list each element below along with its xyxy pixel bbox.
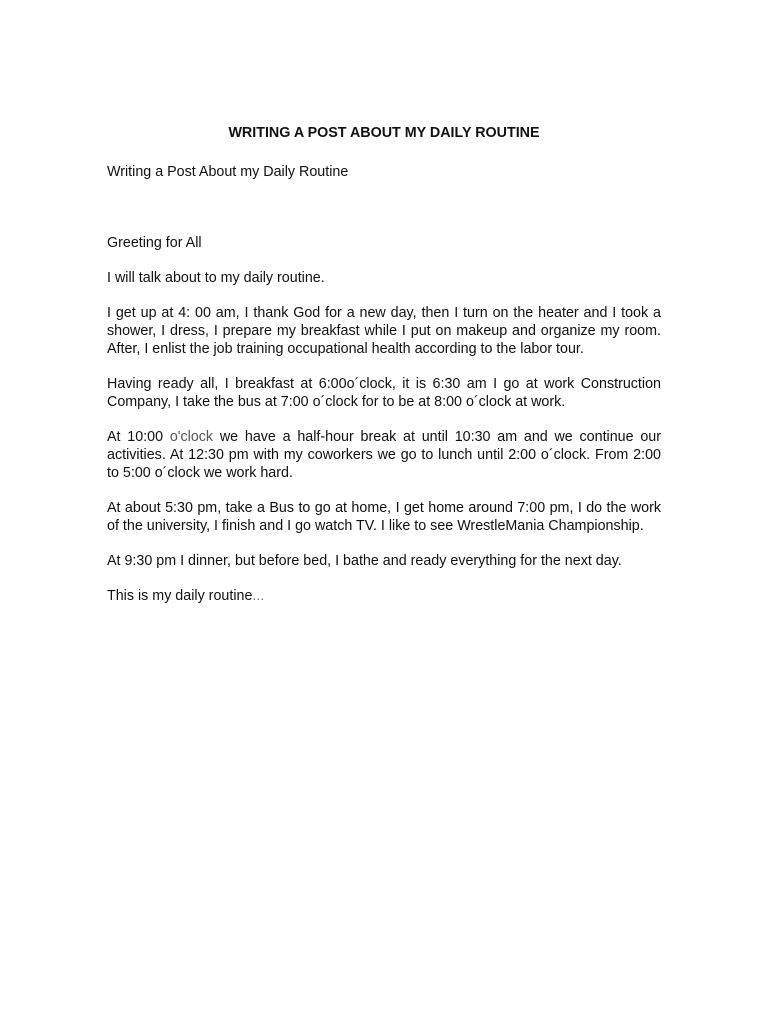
workday-paragraph	[107, 428, 661, 482]
workday-start-text: At 10:00	[107, 429, 170, 445]
document-body	[107, 124, 661, 622]
evening-paragraph: At about 5:30 pm, take a Bus to go at home, I get home around 7:00 pm, I do the work of the university, I finish and I go watch TV. I like to see WrestleMania Championship.	[107, 500, 661, 534]
document-title: WRITING A POST ABOUT MY DAILY ROUTINE	[228, 125, 540, 141]
commute-paragraph: Having ready all, I breakfast at 6:00o´clock, it is 6:30 am I go at work Construction Company, I take the bus at 7:00 o´clock for to be at 8:00 o´clock at work.	[107, 376, 661, 410]
oclock-text: o'clock	[169, 429, 214, 445]
document-subtitle: Writing a Post About my Daily Routine	[107, 164, 349, 180]
intro-paragraph: I will talk about to my daily routine.	[107, 270, 325, 286]
morning-paragraph: I get up at 4: 00 am, I thank God for a new day, then I turn on the heater and I took a shower, I dress, I prepare my breakfast while I put on makeup and organize my room. After, I enlist the job training occupational health according to the labor tour.	[107, 305, 661, 357]
night-paragraph: At 9:30 pm I dinner, but before bed, I bathe and ready everything for the next day.	[107, 553, 622, 569]
workday-rest-text: we have a half-hour break at until 10:30 am and we continue our activities. At 12:30 pm with my coworkers we go to lunch until 2:00 o´clock. From 2:00 to 5:00 o´clock we work hard.	[107, 429, 661, 481]
closing-ellipsis: ...	[252, 588, 265, 604]
closing-paragraph	[107, 587, 661, 605]
closing-text: This is my daily routine	[107, 588, 253, 604]
greeting-paragraph: Greeting for All	[107, 235, 202, 251]
